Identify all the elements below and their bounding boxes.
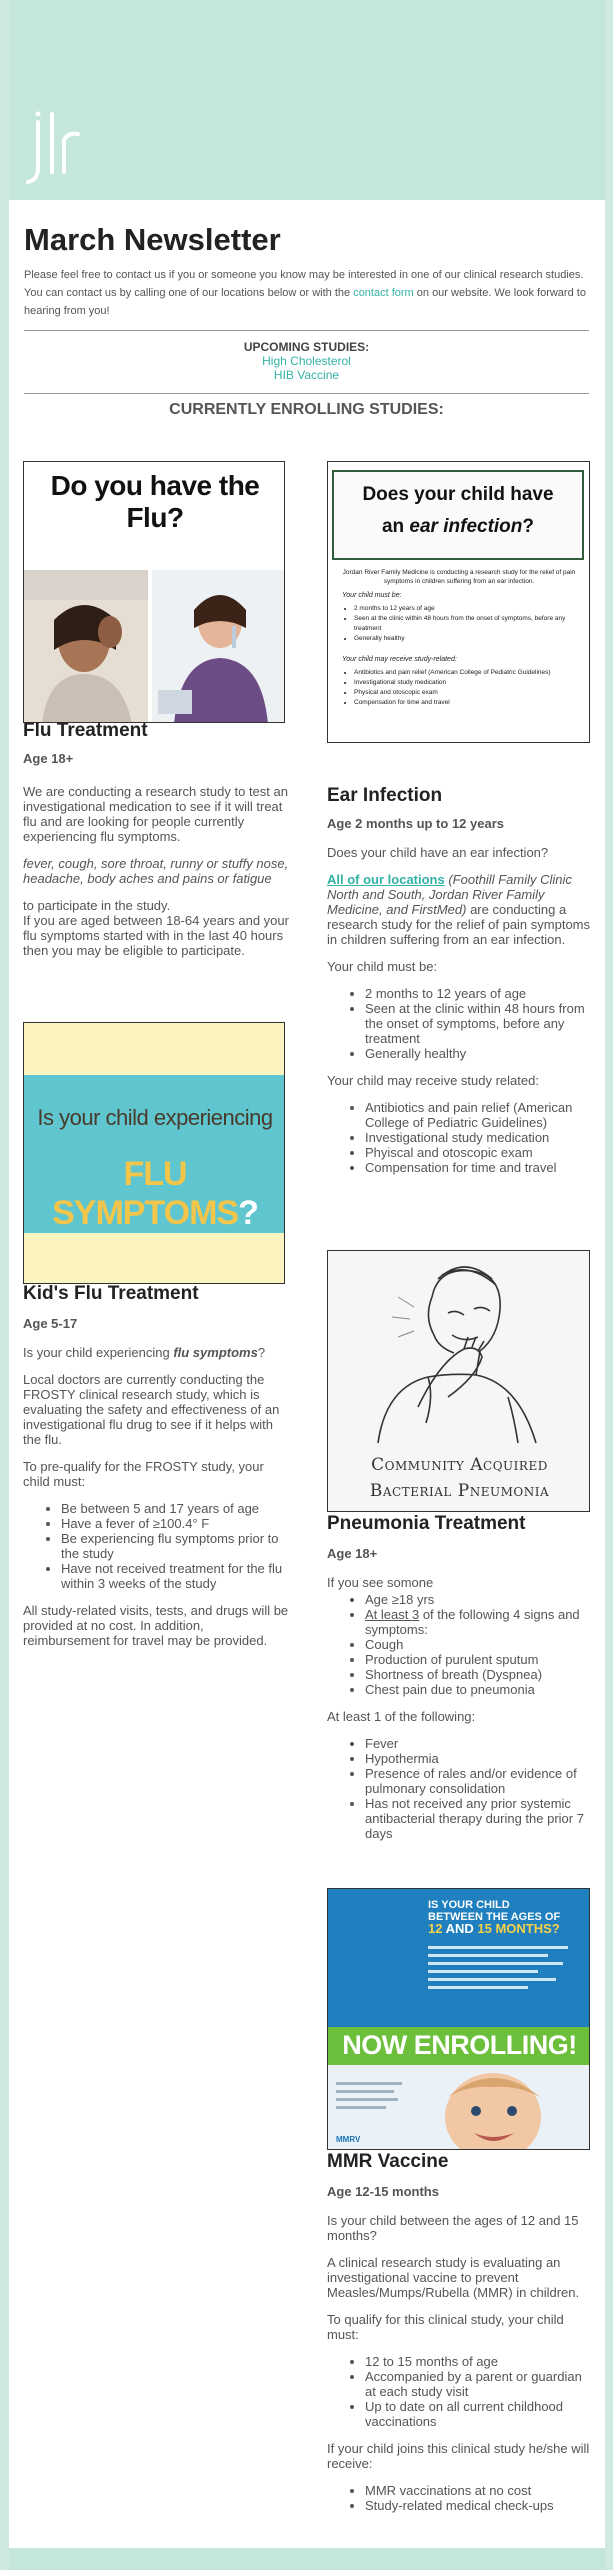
flu-symptoms: fever, cough, sore throat, runny or stuffy nose, headache, body aches and pains or fatigue: [23, 856, 289, 886]
upcoming-heading: UPCOMING STUDIES:: [243, 340, 370, 354]
ear-flyer-intro: Jordan River Family Medicine is conducting a research study for the relief of pain symptoms in children suffering from an ear infection.: [342, 569, 576, 585]
ear-infection-flyer: [327, 461, 590, 743]
list-item: • 2 months to 12 years of age: [365, 986, 592, 1001]
pneumonia-caption-line1: Community Acquired: [371, 1455, 548, 1475]
list-item: • Investigational study medication: [365, 1130, 592, 1145]
list-item: • Production of purulent sputum: [365, 1652, 592, 1667]
list-item: • Antibiotics and pain relief (American College of Pediatric Guidelines): [365, 1100, 592, 1130]
kids-flu-list: [23, 1501, 293, 1591]
list-item: • Presence of rales and/or evidence of pulmonary consolidation: [365, 1766, 592, 1796]
kids-flu-cost: All study-related visits, tests, and drugs will be provided at no cost. In addition, reimbursement for travel may be provided.: [23, 1603, 289, 1648]
coughing-man-icon: [368, 1257, 548, 1447]
upcoming-link-cholesterol[interactable]: High Cholesterol: [262, 354, 351, 368]
list-item: • Has not received any prior systemic antibacterial therapy during the prior 7 days: [365, 1796, 592, 1841]
list-item: • Accompanied by a parent or guardian at each study visit: [365, 2369, 592, 2399]
pneumonia-age: Age 18+: [327, 1546, 378, 1561]
mmr-image-logo: MMRV: [336, 2135, 361, 2144]
ear-flyer-title-box: [332, 470, 584, 560]
divider: [24, 330, 589, 331]
intro-text-after: on our website. We look forward to hearing from you!: [24, 287, 586, 317]
ear-flyer-must-item: • Generally healthy: [354, 634, 590, 644]
ear-age: Age 2 months up to 12 years: [327, 816, 504, 831]
header-banner: [9, 0, 605, 200]
mmr-image-12: 12: [428, 1921, 443, 1936]
flu-image-heading: Do you have the Flu?: [50, 470, 260, 533]
list-item: • Generally healthy: [365, 1046, 592, 1061]
flu-eligibility: If you are aged between 18-64 years and your flu symptoms started with in the last 40 hours then you may be eligible to participate.: [23, 913, 289, 958]
kids-flu-image-q: ?: [238, 1194, 258, 1232]
divider: [24, 393, 589, 394]
ear-flyer-receive: Your child may receive study-related:: [342, 656, 457, 663]
mmr-image-15: 15 MONTHS?: [477, 1921, 560, 1936]
list-item: • Age ≥18 yrs: [365, 1592, 592, 1607]
ear-flyer-title-italic: ear infection: [409, 516, 523, 537]
footer-band: [9, 2548, 605, 2570]
ear-locations-detail: (Foothill Family Clinic North and South, Jordan River Family Medicine, and FirstMed): [327, 872, 572, 917]
list-item: [365, 1607, 592, 1637]
ear-flyer-must: Your child must be:: [342, 592, 402, 599]
pneumonia-least1: At least 1 of the following:: [327, 1709, 476, 1724]
ear-receive-list: [327, 1100, 592, 1175]
list-item: • MMR vaccinations at no cost: [365, 2483, 592, 2498]
mmr-body: [327, 2213, 592, 2525]
list-item: • Hypothermia: [365, 1751, 592, 1766]
mmr-paragraph: A clinical research study is evaluating an investigational vaccine to prevent Measles/Mumps/Rubella (MMR) in children.: [327, 2255, 580, 2300]
jlr-logo-icon: [24, 110, 84, 190]
list-item: • Have a fever of ≥100.4° F: [61, 1516, 293, 1531]
mmr-image-fineprint: [428, 1941, 578, 1994]
flu-age: Age 18+: [23, 751, 74, 766]
mmr-age: Age 12-15 months: [327, 2184, 439, 2199]
list-item: • Cough: [365, 1637, 592, 1652]
ear-flyer-must-list: [328, 604, 590, 644]
mmr-image-text-lines: [336, 2077, 406, 2114]
jlr-logo: [24, 110, 84, 190]
kids-flu-image-flu: FLU SYMPTOMS: [52, 1155, 239, 1232]
ear-flyer-must-item: • Seen at the clinic within 48 hours from the onset of symptoms, before any treatment: [354, 614, 590, 634]
pneumonia-see: If you see somone: [327, 1575, 434, 1590]
kids-flu-prequalify: To pre-qualify for the FROSTY study, your child must:: [23, 1459, 264, 1489]
kids-flu-title: Kid's Flu Treatment: [23, 1283, 199, 1304]
kids-flu-image-line1: Is your child experiencing: [37, 1105, 273, 1130]
ear-must-heading: Your child must be:: [327, 959, 438, 974]
list-item: • Chest pain due to pneumonia: [365, 1682, 592, 1697]
mmr-image-line3: [428, 1923, 560, 1935]
kids-flu-age: Age 5-17: [23, 1316, 78, 1331]
mmr-image-line2: BETWEEN THE AGES OF: [428, 1911, 561, 1923]
mmr-image-heading: [428, 1899, 560, 1935]
baby-photo-icon: [418, 2067, 568, 2150]
list-item: • Have not received treatment for the flu within 3 weeks of the study: [61, 1561, 293, 1591]
mmr-question: Is your child between the ages of 12 and 15 months?: [327, 2213, 579, 2243]
ear-flyer-receive-item: • Physical and otoscopic exam: [354, 688, 590, 698]
pneumonia-atleast3: At least 3: [365, 1607, 420, 1622]
kids-flu-q-after: ?: [257, 1345, 266, 1360]
mmr-qualify: To qualify for this clinical study, your child must:: [327, 2312, 564, 2342]
list-item: • 12 to 15 months of age: [365, 2354, 592, 2369]
list-item: • Seen at the clinic within 48 hours from the onset of symptoms, before any treatment: [365, 1001, 592, 1046]
mmr-image-line1: IS YOUR CHILD: [428, 1899, 510, 1911]
mmr-list: [327, 2354, 592, 2429]
kids-flu-q-bold: flu symptoms: [173, 1345, 258, 1360]
ear-locations-paragraph: [327, 872, 592, 947]
flu-participate: to participate in the study.: [23, 898, 171, 913]
flu-body: [23, 784, 293, 958]
ear-flyer-receive-item: • Antibiotics and pain relief (American College of Pediatric Guidelines): [354, 668, 590, 678]
all-locations-link[interactable]: All of our locations: [327, 872, 445, 887]
mmr-image-and: AND: [442, 1921, 478, 1936]
kids-flu-paragraph: Local doctors are currently conducting the FROSTY clinical research study, which is evaluating the safety and effectiveness of an investigational flu drug to see if it helps with the flu.: [23, 1372, 280, 1447]
flu-image: [23, 461, 285, 723]
list-item: • Shortness of breath (Dyspnea): [365, 1667, 592, 1682]
flu-paragraph: We are conducting a research study to test an investigational medication to see if it will treat flu and are looking for people currently experiencing flu symptoms.: [23, 784, 288, 844]
mmr-image: [327, 1888, 590, 2150]
pneumonia-signs: of the following 4 signs and symptoms:: [365, 1607, 580, 1637]
list-item: • Be experiencing flu symptoms prior to the study: [61, 1531, 293, 1561]
pneumonia-caption-line2: Bacterial Pneumonia: [369, 1481, 550, 1501]
ear-locations-after: are conducting a research study for the relief of pain symptoms in children suffering from an ear infection.: [327, 902, 591, 947]
intro-paragraph: [24, 266, 589, 320]
ear-flyer-must-item: • 2 months to 12 years of age: [354, 604, 590, 614]
ear-flyer-receive-list: [328, 668, 590, 708]
kids-flu-image-line2: [24, 1155, 285, 1233]
flu-title: Flu Treatment: [23, 720, 148, 741]
intro-text-before: Please feel free to contact us if you or someone you know may be interested in one of our clinical research studies. You can contact us by calling one of our locations below or with the: [24, 269, 584, 299]
pneumonia-title: Pneumonia Treatment: [327, 1513, 526, 1534]
upcoming-link-hib[interactable]: HIB Vaccine: [273, 368, 340, 382]
pneumonia-image: [327, 1250, 590, 1512]
kids-flu-body: [23, 1345, 293, 1660]
pneumonia-list-2: [327, 1736, 592, 1841]
ear-flyer-title-pre: an: [381, 516, 410, 537]
mmr-receive: If your child joins this clinical study he/she will receive:: [327, 2441, 590, 2471]
list-item: • Phyiscal and otoscopic exam: [365, 1145, 592, 1160]
currently-enrolling-heading: CURRENTLY ENROLLING STUDIES:: [169, 401, 444, 418]
mmr-list-2: [327, 2483, 592, 2513]
list-item: • Up to date on all current childhood vaccinations: [365, 2399, 592, 2429]
kids-flu-q-before: Is your child experiencing: [23, 1345, 174, 1360]
pneumonia-body: [327, 1575, 592, 1853]
ear-flyer-receive-item: • Compensation for time and travel: [354, 698, 590, 708]
list-item: • Fever: [365, 1736, 592, 1751]
ear-question: Does your child have an ear infection?: [327, 845, 549, 860]
ear-flyer-title-q: ?: [522, 516, 535, 537]
pneumonia-list: [327, 1592, 592, 1697]
page-title: March Newsletter: [24, 222, 281, 257]
upcoming-studies: [24, 340, 589, 382]
list-item: • Be between 5 and 17 years of age: [61, 1501, 293, 1516]
ear-must-list: [327, 986, 592, 1061]
kids-flu-image: [23, 1022, 285, 1284]
mmr-image-banner-text: NOW ENROLLING!: [342, 2030, 577, 2060]
sick-people-photo-icon: [24, 570, 285, 723]
list-item: • Study-related medical check-ups: [365, 2498, 592, 2513]
ear-flyer-receive-item: • Investigational study medication: [354, 678, 590, 688]
contact-form-link[interactable]: contact form: [353, 287, 414, 299]
ear-body: [327, 845, 592, 1187]
ear-title: Ear Infection: [327, 785, 443, 806]
ear-flyer-title-line2: [334, 516, 582, 538]
ear-flyer-title-line1: Does your child have: [362, 484, 554, 505]
ear-receive-heading: Your child may receive study related:: [327, 1073, 539, 1088]
mmr-title: MMR Vaccine: [327, 2151, 449, 2172]
kids-flu-question: [23, 1345, 293, 1360]
list-item: • Compensation for time and travel: [365, 1160, 592, 1175]
